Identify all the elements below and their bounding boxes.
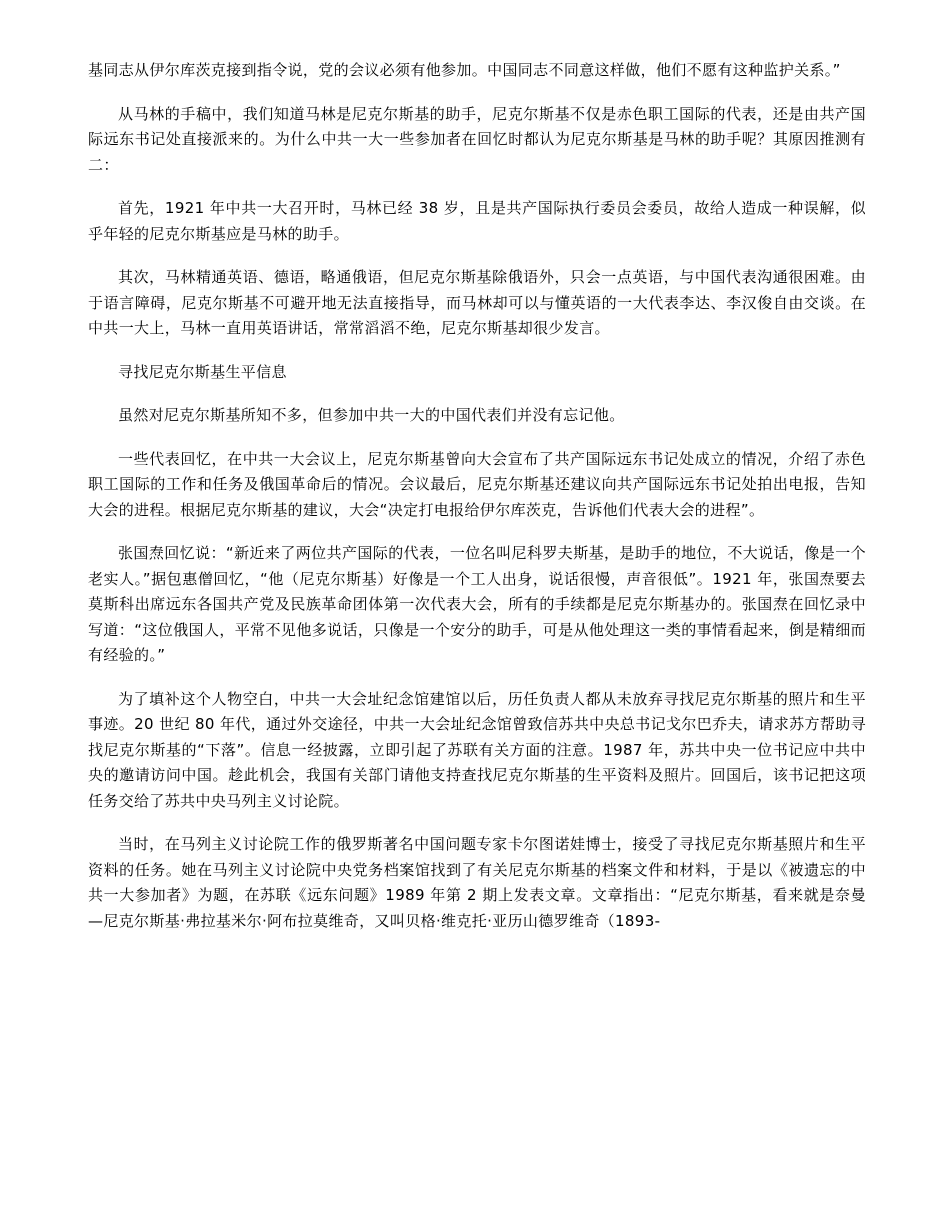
paragraph-continuation: 基同志从伊尔库茨克接到指令说，党的会议必须有他参加。中国同志不同意这样做，他们不愿有这种监护关系。”	[88, 61, 841, 79]
paragraph-reason-one: 首先，1921 年中共一大召开时，马林已经 38 岁，且是共产国际执行委员会委员，故给人造成一种误解，似乎年轻的尼克尔斯基应是马林的助手。	[88, 199, 866, 243]
paragraph-delegates-recall: 一些代表回忆，在中共一大会议上，尼克尔斯基曾向大会宣布了共产国际远东书记处成立的情况，介绍了赤色职工国际的工作和任务及俄国革命后的情况。会议最后，尼克尔斯基还建议向共产国际远东书记处拍出电报，告知大会的进程。根据尼克尔斯基的建议，大会“决定打电报给伊尔库茨克，告诉他们代表大会的进程”。	[88, 449, 866, 519]
paragraph-kartunova: 当时，在马列主义讨论院工作的俄罗斯著名中国问题专家卡尔图诺娃博士，接受了寻找尼克尔斯基照片和生平资料的任务。她在马列主义讨论院中央党务档案馆找到了有关尼克尔斯基的档案文件和材料，于是以《被遗忘的中共一大参加者》为题，在苏联《远东问题》1989 年第 2 期上发表文章。文章指出：“尼克尔斯基，看来就是奈曼—尼克尔斯基·弗拉基米尔·阿布拉莫维奇，又叫贝格·维克托·亚历山德罗维奇（1893-	[88, 835, 866, 930]
section-heading: 寻找尼克尔斯基生平信息	[118, 362, 287, 381]
paragraph-memorial-search: 为了填补这个人物空白，中共一大会址纪念馆建馆以后，历任负责人都从未放弃寻找尼克尔斯基的照片和生平事迹。20 世纪 80 年代，通过外交途径，中共一大会址纪念馆曾致信苏共中央总书记戈尔巴乔夫，请求苏方帮助寻找尼克尔斯基的“下落”。信息一经披露，立即引起了苏联有关方面的注意。1987 年，苏共中央一位书记应中共中央的邀请访问中国。趁此机会，我国有关部门请他支持查找尼克尔斯基的生平资料及照片。回国后，该书记把这项任务交给了苏共中央马列主义讨论院。	[88, 689, 866, 810]
paragraph-reason-two: 其次，马林精通英语、德语，略通俄语，但尼克尔斯基除俄语外，只会一点英语，与中国代表沟通很困难。由于语言障碍，尼克尔斯基不可避开地无法直接指导，而马林却可以与懂英语的一大代表李达、李汉俊自由交谈。在中共一大上，马林一直用英语讲话，常常滔滔不绝，尼克尔斯基却很少发言。	[88, 268, 866, 337]
paragraph-zhang-guotao: 张国焘回忆说：“新近来了两位共产国际的代表，一位名叫尼科罗夫斯基，是助手的地位，不大说话，像是一个老实人。”据包惠僧回忆，“他（尼克尔斯基）好像是一个工人出身，说话很慢，声音很低”。1921 年，张国焘要去莫斯科出席远东各国共产党及民族革命团体第一次代表大会，所有的手续都是尼克尔斯基办的。张国焘在回忆录中写道：“这位俄国人，平常不见他多说话，只像是一个安分的助手，可是从他处理这一类的事情看起来，倒是精细而有经验的。”	[88, 544, 866, 664]
paragraph-maring-manuscript: 从马林的手稿中，我们知道马林是尼克尔斯基的助手，尼克尔斯基不仅是赤色职工国际的代表，还是由共产国际远东书记处直接派来的。为什么中共一大一些参加者在回忆时都认为尼克尔斯基是马林的助手呢？其原因推测有二：	[88, 104, 866, 174]
paragraph-not-forgotten: 虽然对尼克尔斯基所知不多，但参加中共一大的中国代表们并没有忘记他。	[118, 406, 625, 424]
